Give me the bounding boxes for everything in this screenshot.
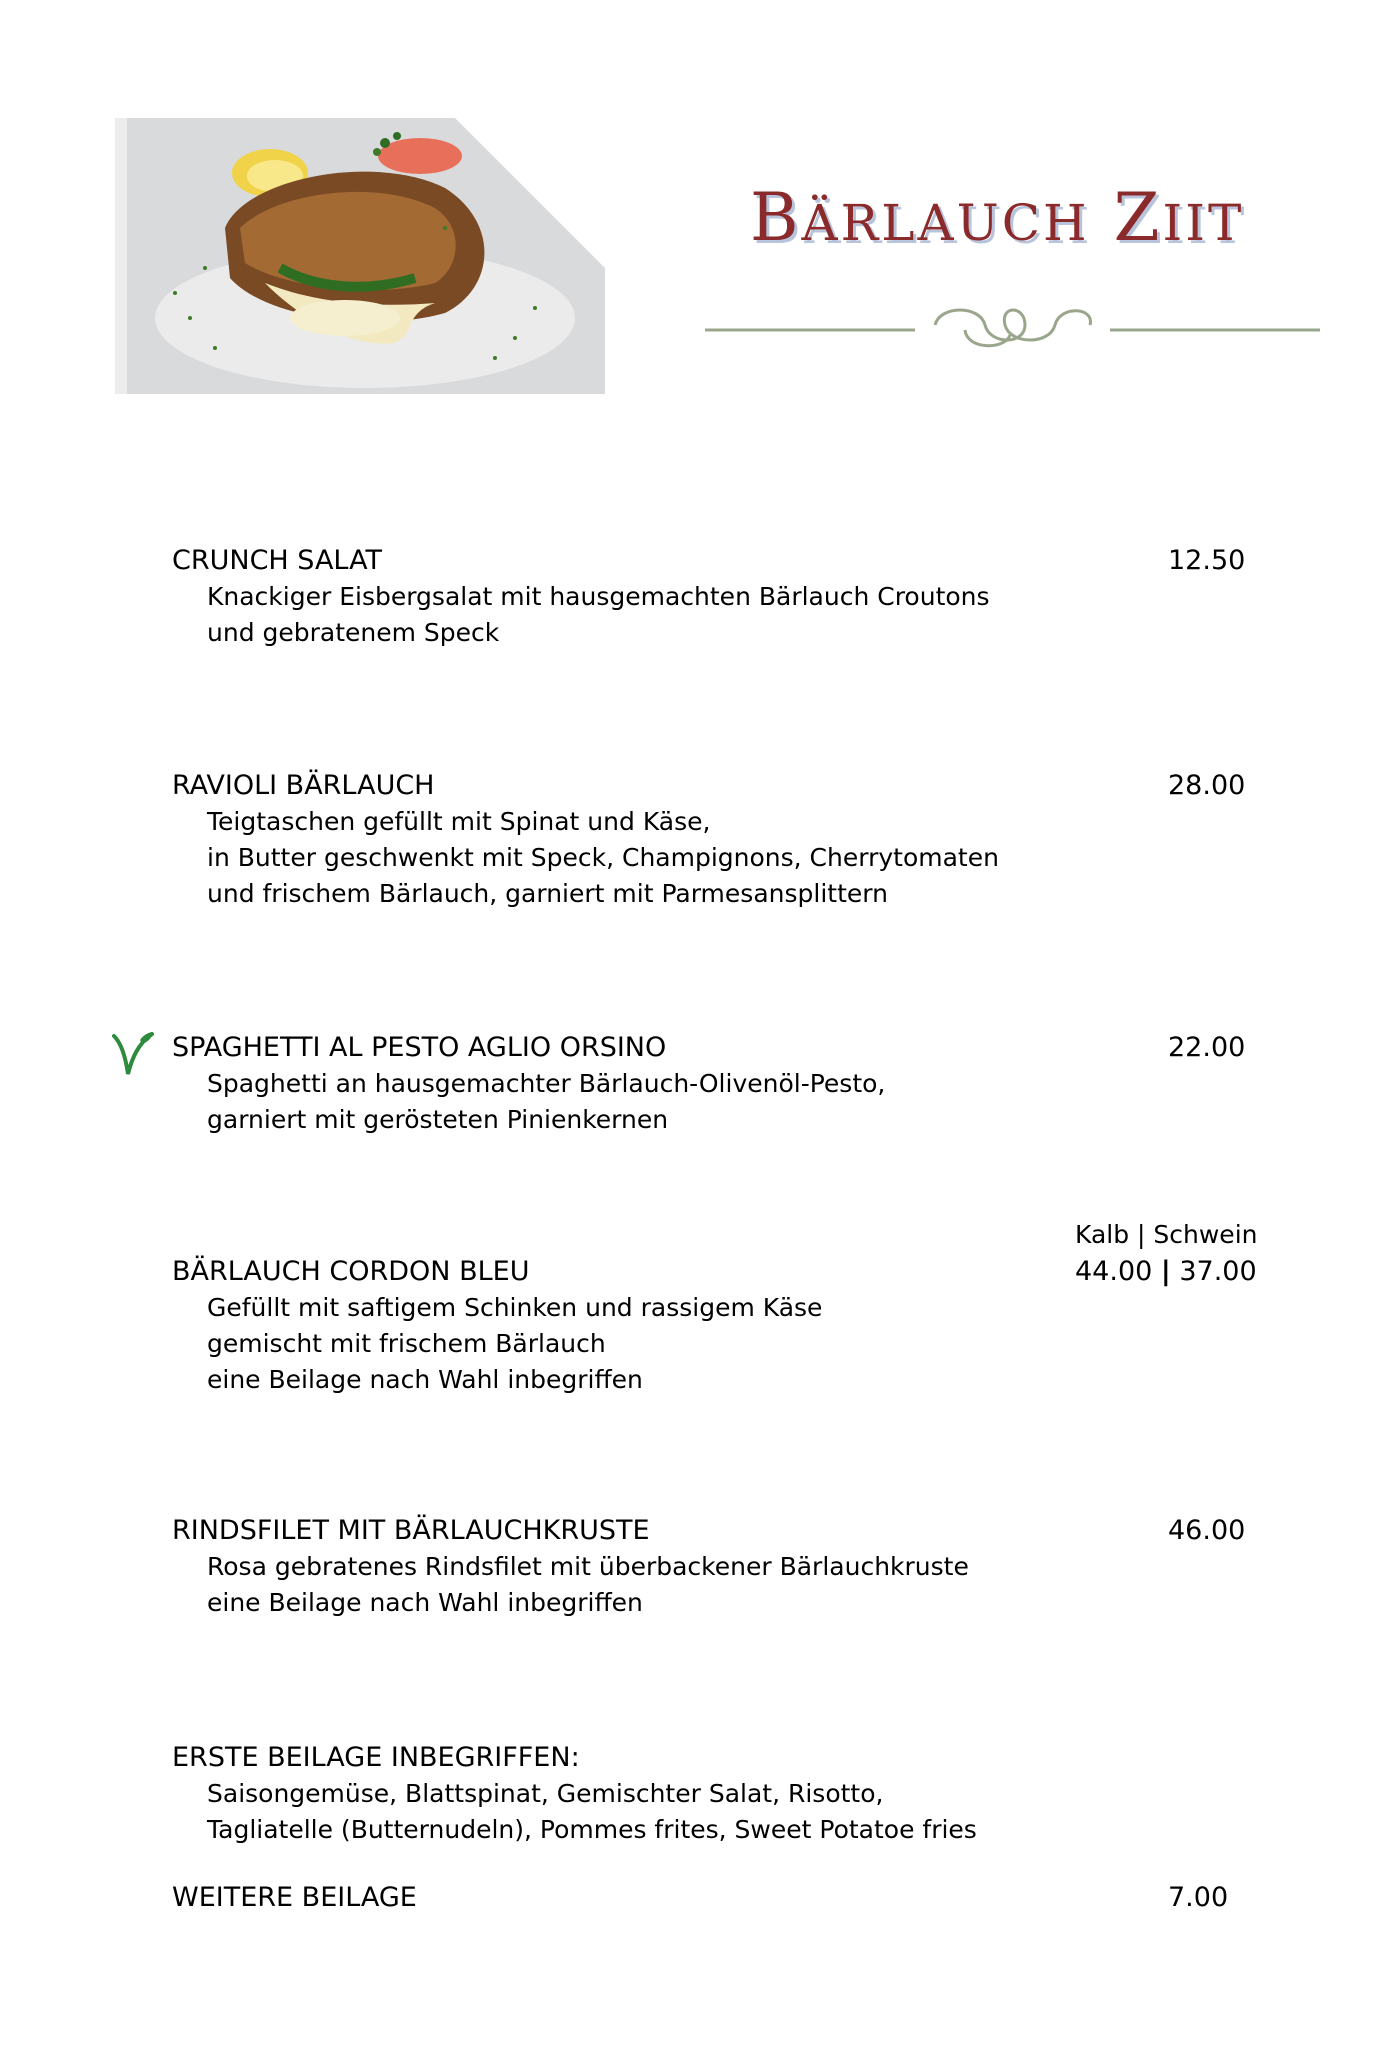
menu-item [172,1880,1252,1916]
item-description: Gefüllt mit saftigem Schinken und rassigem Käse gemischt mit frischem Bärlauch eine Beilage nach Wahl inbegriffen [207,1293,823,1394]
page-title-text: BÄRLAUCH ZIIT [750,179,1245,256]
ornament-divider [705,295,1320,355]
item-name: RAVIOLI BÄRLAUCH [172,770,435,801]
menu-item [172,1030,1252,1138]
price-header: Kalb | Schwein [1075,1220,1258,1249]
item-description: Knackiger Eisbergsalat mit hausgemachten Bärlauch Croutons und gebratenem Speck [207,582,990,647]
item-description: Teigtaschen gefüllt mit Spinat und Käse, in Butter geschwenkt mit Speck, Champignons, Cherrytomaten und frischem Bärlauch, garniert mit Parmesansplittern [207,807,999,908]
vegan-leaf-icon [112,1030,154,1076]
sides-list: Saisongemüse, Blattspinat, Gemischter Salat, Risotto, Tagliatelle (Butternudeln), Pommes frites, Sweet Potatoe fries [207,1779,977,1844]
item-name: SPAGHETTI AL PESTO AGLIO ORSINO [172,1032,667,1063]
menu-item [172,1513,1252,1621]
item-price: 46.00 [1168,1515,1246,1546]
item-price-pair [1075,1254,1257,1290]
dish-photo [115,118,605,394]
item-description: Rosa gebratenes Rindsfilet mit überbackener Bärlauchkruste eine Beilage nach Wahl inbegriffen [207,1552,969,1617]
item-name: WEITERE BEILAGE [172,1882,417,1913]
price-schwein: 37.00 [1179,1256,1257,1287]
item-price: 22.00 [1168,1032,1246,1063]
item-price: 28.00 [1168,770,1246,801]
sides-section [172,1740,1252,1848]
page-title [750,179,1310,256]
item-price: 7.00 [1168,1882,1229,1913]
item-price: 12.50 [1168,545,1246,576]
item-name: CRUNCH SALAT [172,545,382,576]
sides-heading: ERSTE BEILAGE INBEGRIFFEN: [172,1742,580,1773]
item-name: BÄRLAUCH CORDON BLEU [172,1256,530,1287]
menu-item [172,543,1252,651]
item-description: Spaghetti an hausgemachter Bärlauch-Olivenöl-Pesto, garniert mit gerösteten Pinienkernen [207,1069,886,1134]
menu-item [172,768,1252,912]
price-separator: | [1160,1256,1171,1287]
item-name: RINDSFILET MIT BÄRLAUCHKRUSTE [172,1515,650,1546]
price-kalb: 44.00 [1075,1256,1153,1287]
